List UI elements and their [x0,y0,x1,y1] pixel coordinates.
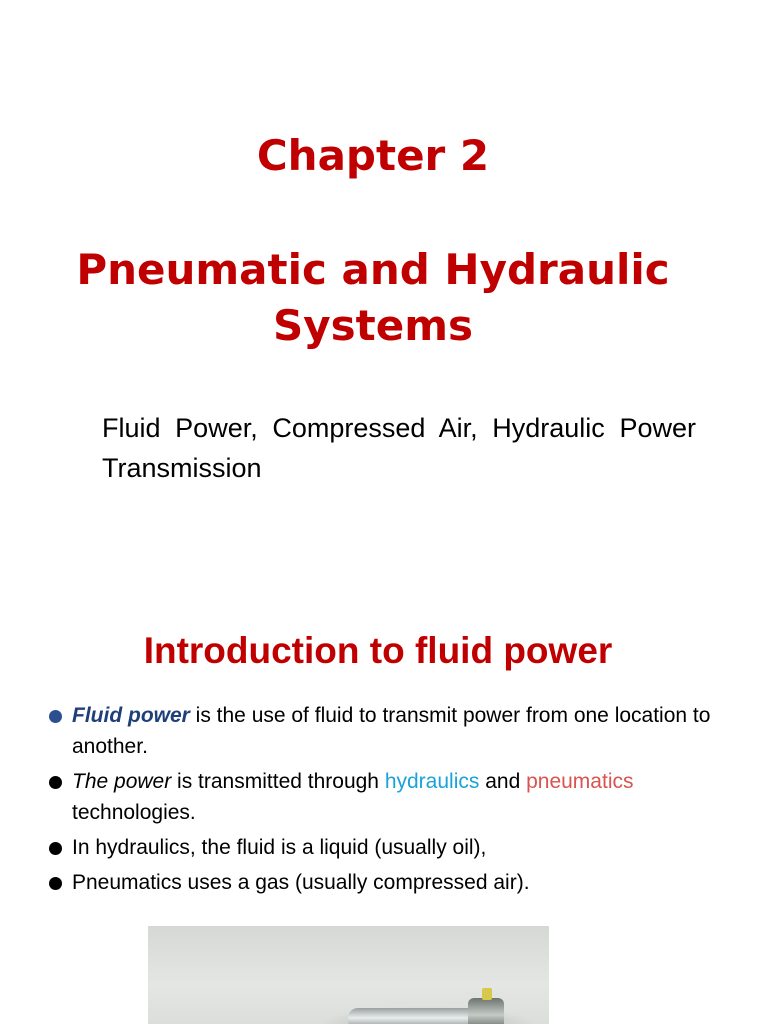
list-item [46,700,726,762]
bullet-text: In hydraulics, the fluid is a liquid (usually oil), [72,836,487,859]
bullet-icon [49,776,62,789]
cylinder-end-cap [468,998,504,1024]
bullet-text: and [479,770,527,793]
chapter-subtitle: Fluid Power, Compressed Air, Hydraulic Power Transmission [102,413,696,483]
bullet-lead: The power [72,770,172,793]
bullet-icon [49,710,62,723]
hydraulics-term: hydraulics [384,770,480,793]
list-item [46,867,726,898]
list-item [46,766,726,828]
bullet-text: is the use of fluid to transmit power from one location to another. [72,704,711,758]
bullet-list [46,700,726,902]
pneumatics-term: pneumatics [526,770,634,793]
section-heading: Introduction to fluid power [143,630,613,671]
bullet-icon [49,842,62,855]
bullet-text: is transmitted through [171,770,385,793]
air-fitting [482,988,492,1000]
chapter-label: Chapter 2 [256,131,490,180]
chapter-heading: Pneumatic and Hydraulic Systems [76,245,670,350]
bullet-text: Pneumatics uses a gas (usually compressed air). [72,871,530,894]
bullet-lead: Fluid power [72,704,190,727]
bullet-icon [49,877,62,890]
list-item [46,832,726,863]
bullet-text: technologies. [72,801,196,824]
pneumatic-cylinder-photo [148,926,549,1024]
cylinder-body [348,1008,488,1024]
